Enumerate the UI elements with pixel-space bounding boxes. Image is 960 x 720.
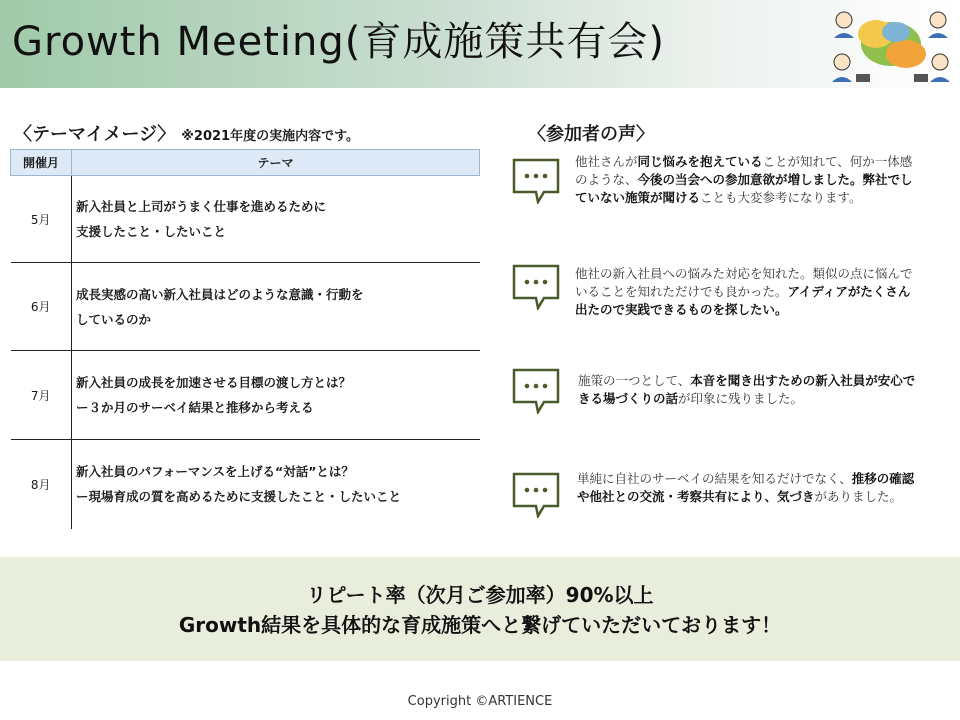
meeting-illustration <box>826 4 956 86</box>
speech-bubble-icon <box>512 262 560 310</box>
voice-text: 他社さんが <box>575 154 638 169</box>
result-banner <box>0 557 960 661</box>
participant-voice-4 <box>577 470 922 506</box>
theme-section-label <box>14 120 359 146</box>
participant-voice-1 <box>575 153 920 207</box>
voice-emphasis: 推移の確認や他社との交流・考察共有により、気づき <box>577 471 915 504</box>
theme-table <box>10 149 480 529</box>
voice-emphasis: 同じ悩みを抱えている <box>637 154 763 169</box>
month-cell: 7月 <box>11 351 72 440</box>
page-title: Growth Meeting(育成施策共有会) <box>12 19 665 65</box>
repeat-rate-text: リピート率（次月ご参加率）90%以上 <box>306 583 654 607</box>
topic-line: しているのか <box>76 311 152 327</box>
voice-text: ことが知れて、何か一体感のような、 <box>575 154 913 187</box>
table-header-row <box>11 150 480 176</box>
table-row <box>11 440 480 529</box>
voices-section-label: 〈参加者の声〉 <box>528 124 654 145</box>
voice-text: 単純に自社のサーベイの結果を知るだけでなく、 <box>577 471 852 486</box>
speech-bubble-icon <box>512 156 560 204</box>
banner-message: Growth結果を具体的な育成施策へと繋げていただいております！ <box>178 613 782 637</box>
header-band <box>0 0 960 88</box>
column-header-theme: テーマ <box>72 150 480 176</box>
topic-line: ー現場育成の質を高めるために支援したこと・したいこと <box>76 489 402 505</box>
voice-emphasis: 今後の当会への参加意欲が増しました。弊社でしていない施策が聞ける <box>575 172 913 205</box>
voice-text: ことも大変参考になります。 <box>700 190 862 205</box>
topic-line: 新入社員のパフォーマンスを上げる“対話”とは？ <box>76 464 354 480</box>
voice-text: が印象に残りました。 <box>678 391 804 406</box>
theme-note: ※2021年度の実施内容です。 <box>181 129 360 144</box>
topic-line: 新入社員の成長を加速させる目標の渡し方とは？ <box>76 375 352 390</box>
topic-line: 成長実感の高い新入社員はどのような意識・行動を <box>76 286 364 302</box>
voice-emphasis: 本音を聞き出すための新入社員が安心できる場づくりの話 <box>578 373 916 406</box>
voice-text: がありました。 <box>814 489 903 504</box>
topic-cell <box>72 440 480 529</box>
theme-label-text: 〈テーマイメージ〉 <box>14 124 176 145</box>
table-row <box>11 351 480 440</box>
topic-line: 支援したこと・したいこと <box>76 224 227 239</box>
month-cell: 8月 <box>11 440 72 529</box>
topic-cell <box>72 351 480 440</box>
speech-bubble-icon <box>512 470 560 518</box>
copyright: Copyright ©ARTIENCE <box>407 694 553 709</box>
voice-text: 施策の一つとして、 <box>578 373 691 388</box>
month-cell: 6月 <box>11 263 72 351</box>
table-row <box>11 263 480 351</box>
month-cell: 5月 <box>11 176 72 263</box>
topic-line: ー３か月のサーベイ結果と推移から考える <box>76 400 314 415</box>
topic-line: 新入社員と上司がうまく仕事を進めるために <box>76 199 327 214</box>
topic-cell <box>72 263 480 351</box>
voice-emphasis: アイディアがたくさん出たので実践できるものを探したい。 <box>575 284 911 317</box>
speech-bubble-icon <box>512 366 560 414</box>
topic-cell <box>72 176 480 263</box>
participant-voice-3 <box>578 372 923 408</box>
participant-voice-2 <box>575 265 920 319</box>
column-header-month: 開催月 <box>11 150 72 176</box>
table-row <box>11 176 480 263</box>
voice-text: 他社の新入社員への悩みた対応を知れた。類似の点に悩んでいることを知れただけでも良かった。 <box>575 266 913 299</box>
